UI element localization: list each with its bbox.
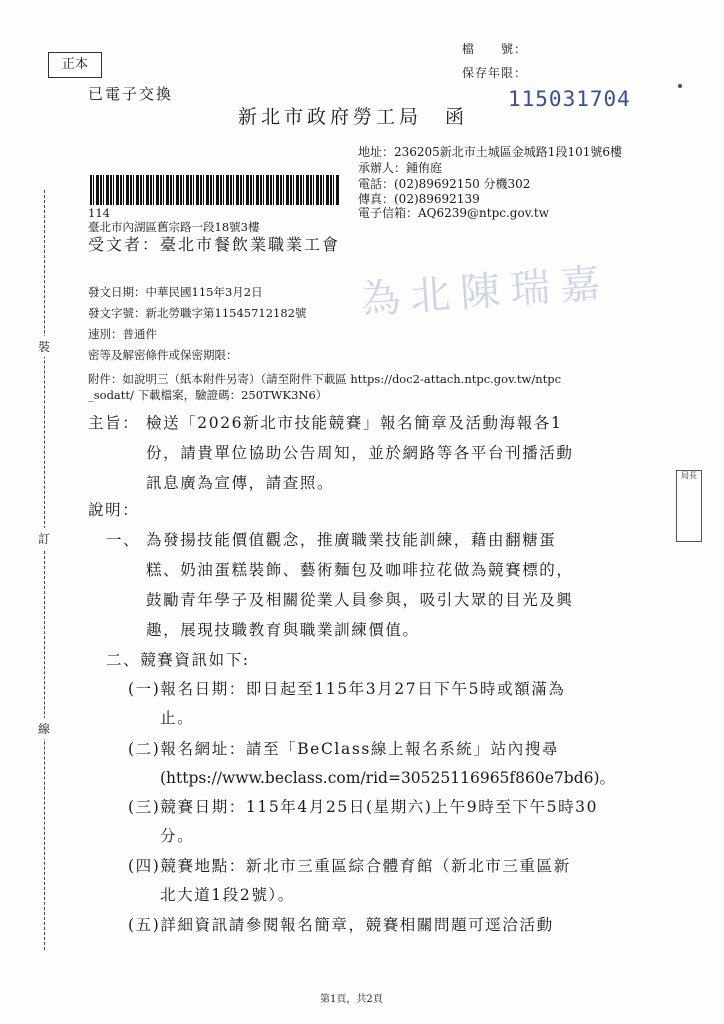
archive-number-label: 檔 號： [462,42,528,56]
subject-line: 檢送「2026新北市技能競賽」報名簡章及活動海報各1 [146,414,563,432]
attachment-line-1: 附件：如說明三（紙本附件另寄）（請至附件下載區 https://doc2-attach.ntpc.gov.tw/ntpc [88,372,562,386]
binding-char: 裝 [38,336,50,357]
official-seal: 局長 [676,470,702,542]
contact-address: 地址：236205新北市土城區金城路1段101號6樓 [358,145,622,159]
stamp-dot [678,84,682,88]
delivery-speed: 速別：普通件 [88,327,157,341]
contact-fax: 傳真：(02)89692139 [358,192,480,206]
contact-phone: 電話：(02)89692150 分機302 [358,177,531,191]
binding-char: 線 [38,718,50,739]
binding-line [44,190,45,950]
sub-item-line: (三)競賽日期：115年4月25日(星期六)上午9時至下午5時30 [128,798,599,816]
secrecy-level: 密等及解密條件或保密期限： [88,348,238,362]
mailing-address: 臺北市內湖區舊宗路一段18號3樓 [88,220,260,234]
subject-label: 主旨： [88,414,140,432]
page-footer: 第1頁，共2頁 [320,994,383,1005]
item2-heading: 二、競賽資訊如下: [106,651,250,669]
sub-item-line: (四)競賽地點：新北市三重區綜合體育館（新北市三重區新 [128,857,571,875]
sub-item-line: 分。 [160,827,195,845]
serial-stamp: 115031704 [508,87,631,111]
document-title: 新北市政府勞工局 函 [238,106,469,128]
barcode [90,175,340,205]
item-marker: 一、 [106,531,141,549]
recipient: 受文者：臺北市餐飲業職業工會 [88,235,341,254]
electronic-exchange-note: 已電子交換 [88,85,174,103]
item1-line: 為發揚技能價值觀念，推廣職業技能訓練，藉由翻糖蛋 [146,531,557,549]
postal-code: 114 [88,206,110,220]
item1-line: 鼓勵青年學子及相關從業人員參與，吸引大眾的目光及興 [146,591,574,609]
contact-handler: 承辦人：鍾侑庭 [358,161,443,175]
binding-char: 訂 [38,528,50,549]
sub-item-url: (https://www.beclass.com/rid=30525116965f860e7bd6)。 [160,769,616,787]
sub-item-line: (一)報名日期：即日起至115年3月27日下午5時或額滿為 [128,680,566,698]
explanation-label: 說明： [88,501,140,519]
original-copy-box: 正本 [48,52,102,78]
document-number: 發文字號：新北勞職字第11545712182號 [88,306,307,320]
sub-item-line: (五)詳細資訊請參閱報名簡章，競賽相關問題可逕洽活動 [128,916,554,934]
subject-line: 份，請貴單位協助公告周知，並於網路等各平台刊播活動 [146,444,574,462]
signature-stamp: 為北陳瑞嘉 [358,260,612,324]
retention-period-label: 保存年限： [462,66,528,80]
issue-date: 發文日期：中華民國115年3月2日 [88,285,263,299]
sub-item-line: 止。 [160,709,195,727]
sub-item-line: 北大道1段2號）。 [160,886,295,904]
subject-line: 訊息廣為宣傳，請查照。 [146,474,335,492]
sub-item-line: (二)報名網址：請至「BeClass線上報名系統」站內搜尋 [128,740,560,758]
item1-line: 糕、奶油蛋糕裝飾、藝術麵包及咖啡拉花做為競賽標的， [146,561,574,579]
contact-email: 電子信箱：AQ6239@ntpc.gov.tw [358,206,549,220]
attachment-line-2: _sodatt/ 下載檔案，驗證碼：250TWK3N6） [88,388,328,402]
item1-line: 趣，展現技職教育與職業訓練價值。 [146,621,420,639]
